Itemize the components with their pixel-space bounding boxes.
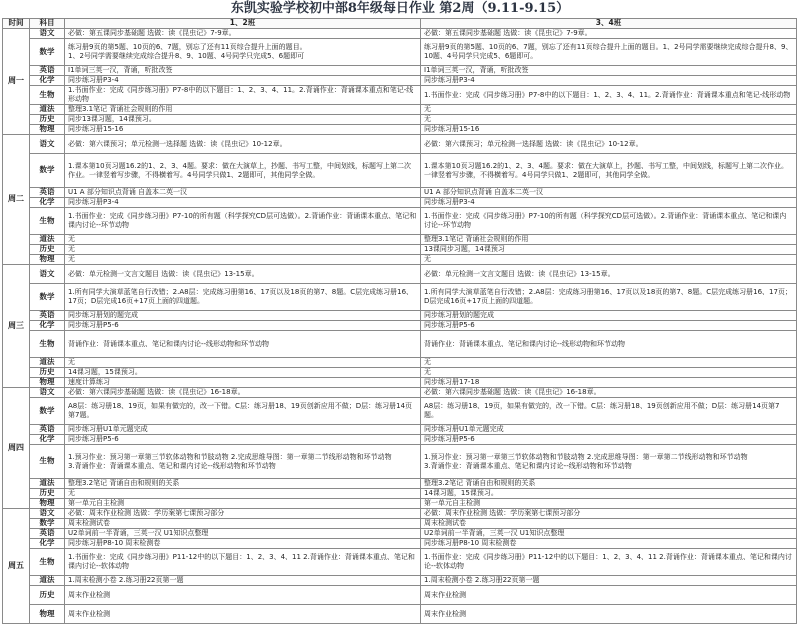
homework-cell-classes-3-4: 周末检测试卷 — [421, 519, 797, 529]
subject-cell: 数学 — [30, 519, 65, 529]
subject-cell: 数学 — [30, 39, 65, 66]
subject-cell: 道法 — [30, 576, 65, 586]
table-row — [3, 519, 797, 529]
homework-cell-classes-1-2: 无 — [65, 235, 421, 245]
subject-cell: 化学 — [30, 76, 65, 86]
table-row — [3, 235, 797, 245]
homework-cell-classes-1-2: 必做：第六课同步基础题 选做：读《昆虫记》16-18章。 — [65, 388, 421, 398]
homework-cell-classes-3-4: 第一单元自主检测 — [421, 499, 797, 509]
subject-cell: 历史 — [30, 586, 65, 605]
homework-cell-classes-3-4: 周末作业检测 — [421, 586, 797, 605]
table-row — [3, 539, 797, 549]
homework-cell-classes-3-4: 无 — [421, 358, 797, 368]
homework-cell-classes-1-2: I1单词三英一汉，背诵，听批改签 — [65, 66, 421, 76]
header-time: 时间 — [3, 19, 30, 29]
subject-cell: 生物 — [30, 86, 65, 105]
table-row — [3, 358, 797, 368]
homework-cell-classes-3-4: 1.所有同学大演草蓝笔自行改错；2.A8层：完成练习册第16、17页以及18页的第7、8题。C层完成练习册16、17页；D层完成16页+17页上面的四道题。 — [421, 284, 797, 311]
homework-cell-classes-3-4: 必做：单元检测一文言文题目 选做：读《昆虫记》13-15章。 — [421, 265, 797, 284]
table-row — [3, 208, 797, 235]
homework-cell-classes-1-2: 同步练习册P8-10 周末检测卷 — [65, 539, 421, 549]
homework-cell-classes-3-4: 同步练习册P3-4 — [421, 76, 797, 86]
subject-cell: 数学 — [30, 398, 65, 425]
homework-cell-classes-1-2: 无 — [65, 255, 421, 265]
homework-cell-classes-3-4: 无 — [421, 255, 797, 265]
subject-cell: 英语 — [30, 425, 65, 435]
subject-cell: 道法 — [30, 235, 65, 245]
table-row — [3, 86, 797, 105]
homework-cell-classes-3-4: 同步练习册17-18 — [421, 378, 797, 388]
subject-cell: 物理 — [30, 125, 65, 135]
homework-cell-classes-1-2: 练习册9页的第5题、10页的6、7题，别忘了还有11页综合提升上面的题目。 1、2号同学需要继续完成综合提升8、9、10题、4号同学只完成5、6题即可 — [65, 39, 421, 66]
subject-cell: 英语 — [30, 311, 65, 321]
header-classes-1-2: 1、2班 — [65, 19, 421, 29]
table-row — [3, 586, 797, 605]
subject-cell: 英语 — [30, 529, 65, 539]
day-cell: 周二 — [3, 135, 30, 265]
table-row — [3, 576, 797, 586]
subject-cell: 化学 — [30, 435, 65, 445]
homework-cell-classes-3-4: 1.预习作业：预习第一章第三节软体动物和节肢动物 2.完成思维导图：第一章第二节线形动物和环节动物 3.背诵作业：背诵课本重点、笔记和课内讨论--线形动物和环节动物 — [421, 445, 797, 479]
homework-cell-classes-3-4: 同步练习册P8-10 周末检测卷 — [421, 539, 797, 549]
homework-cell-classes-3-4: 1.周末检测小卷 2.练习册22页第一题 — [421, 576, 797, 586]
table-row — [3, 198, 797, 208]
homework-cell-classes-3-4: 同步练习册P5-6 — [421, 435, 797, 445]
subject-cell: 历史 — [30, 368, 65, 378]
homework-cell-classes-1-2: 第一单元自主检测 — [65, 499, 421, 509]
homework-cell-classes-1-2: 必做：第六课预习；单元检测一选择题 选做：读《昆虫记》10-12章。 — [65, 135, 421, 154]
homework-cell-classes-1-2: 同步练习册U1单元题完成 — [65, 425, 421, 435]
subject-cell: 数学 — [30, 154, 65, 188]
subject-cell: 语文 — [30, 509, 65, 519]
table-row — [3, 479, 797, 489]
homework-cell-classes-1-2: 背诵作业：背诵课本重点、笔记和课内讨论--线形动物和环节动物 — [65, 331, 421, 358]
table-row — [3, 39, 797, 66]
subject-cell: 生物 — [30, 445, 65, 479]
table-row — [3, 265, 797, 284]
homework-cell-classes-3-4: 整理3.1笔记 背诵社会规则的作用 — [421, 235, 797, 245]
homework-cell-classes-3-4: U2单词前一半背诵，三英一汉 U1知识点整理 — [421, 529, 797, 539]
subject-cell: 历史 — [30, 115, 65, 125]
table-row — [3, 368, 797, 378]
day-cell: 周三 — [3, 265, 30, 388]
subject-cell: 物理 — [30, 605, 65, 624]
homework-cell-classes-3-4: 无 — [421, 115, 797, 125]
homework-cell-classes-3-4: 13课同步习题，14课预习 — [421, 245, 797, 255]
homework-cell-classes-1-2: 同步练习册P5-6 — [65, 435, 421, 445]
homework-cell-classes-1-2: 必做：单元检测一文言文题目 选做：读《昆虫记》13-15章。 — [65, 265, 421, 284]
homework-cell-classes-1-2: 整理3.1笔记 背诵社会规则的作用 — [65, 105, 421, 115]
homework-cell-classes-3-4: 同步练习册P3-4 — [421, 198, 797, 208]
homework-cell-classes-1-2: 周末检测试卷 — [65, 519, 421, 529]
homework-cell-classes-1-2: 同步练习册P5-6 — [65, 321, 421, 331]
subject-cell: 化学 — [30, 198, 65, 208]
homework-table — [2, 18, 797, 624]
table-row — [3, 125, 797, 135]
homework-cell-classes-1-2: 1.所有同学大演草蓝笔自行改错；2.A8层：完成练习册第16、17页以及18页的第7、8题。C层完成练习册16、17页；D层完成16页+17页上面的四道题。 — [65, 284, 421, 311]
homework-cell-classes-3-4: 同步练习册P5-6 — [421, 321, 797, 331]
homework-cell-classes-1-2: U2单词前一半背诵，三英一汉 U1知识点整理 — [65, 529, 421, 539]
table-row — [3, 66, 797, 76]
table-row — [3, 425, 797, 435]
homework-cell-classes-3-4: 同步练习册15-16 — [421, 125, 797, 135]
homework-cell-classes-3-4: 周末作业检测 — [421, 605, 797, 624]
subject-cell: 物理 — [30, 255, 65, 265]
subject-cell: 物理 — [30, 499, 65, 509]
homework-cell-classes-3-4: 练习册9页的第5题、10页的6、7题，别忘了还有11页综合提升上面的题目。1、2号同学需要继续完成综合提升8、9、10题、4号同学只完成5、6题即可。 — [421, 39, 797, 66]
subject-cell: 语文 — [30, 135, 65, 154]
table-row — [3, 29, 797, 39]
subject-cell: 英语 — [30, 188, 65, 198]
homework-cell-classes-3-4: 14课习题，15课预习。 — [421, 489, 797, 499]
homework-cell-classes-1-2: 1.预习作业：预习第一章第三节软体动物和节肢动物 2.完成思维导图：第一章第二节线形动物和环节动物 3.背诵作业：背诵课本重点、笔记和课内讨论--线形动物和环节动物 — [65, 445, 421, 479]
table-row — [3, 445, 797, 479]
table-row — [3, 245, 797, 255]
homework-cell-classes-1-2: 同步练习册P3-4 — [65, 76, 421, 86]
homework-cell-classes-1-2: 1.书面作业：完成《同步练习册》P7-10的所有题（科学探究CD层可选做）。2.背诵作业：背诵课本重点、笔记和课内讨论--环节动物 — [65, 208, 421, 235]
homework-cell-classes-1-2: 同步练习册P3-4 — [65, 198, 421, 208]
table-row — [3, 284, 797, 311]
header-classes-3-4: 3、4班 — [421, 19, 797, 29]
day-cell: 周四 — [3, 388, 30, 509]
homework-cell-classes-3-4: 无 — [421, 368, 797, 378]
table-row — [3, 398, 797, 425]
homework-cell-classes-1-2: 同步13课习题，14课预习。 — [65, 115, 421, 125]
homework-cell-classes-3-4: 同步练习册U1单元题完成 — [421, 425, 797, 435]
table-row — [3, 549, 797, 576]
table-row — [3, 605, 797, 624]
subject-cell: 语文 — [30, 265, 65, 284]
subject-cell: 生物 — [30, 549, 65, 576]
table-row — [3, 321, 797, 331]
header-subject: 科目 — [30, 19, 65, 29]
subject-cell: 英语 — [30, 66, 65, 76]
subject-cell: 化学 — [30, 321, 65, 331]
table-row — [3, 529, 797, 539]
homework-cell-classes-1-2: 同步练习册划的题完成 — [65, 311, 421, 321]
homework-cell-classes-3-4: 无 — [421, 105, 797, 115]
page-title: 东凯实验学校初中部8年级每日作业 第2周（9.11-9.15） — [230, 1, 570, 16]
homework-cell-classes-3-4: I1单词三英一汉，背诵，听批改签 — [421, 66, 797, 76]
table-row — [3, 188, 797, 198]
homework-cell-classes-3-4: 必做：第五课同步基础题 选做：读《昆虫记》7-9章。 — [421, 29, 797, 39]
homework-cell-classes-1-2: 无 — [65, 245, 421, 255]
homework-cell-classes-1-2: 周末作业检测 — [65, 586, 421, 605]
homework-cell-classes-1-2: 14课习题，15课预习。 — [65, 368, 421, 378]
table-row — [3, 489, 797, 499]
homework-cell-classes-1-2: 无 — [65, 358, 421, 368]
homework-cell-classes-3-4: 1.课本第10页习题16.2的1、2、3、4题。要求：做在大演草上，抄题、书写工整，中间划线，标题写上第二次作业。一律竖着写步骤，不得横着写。4号同学只做1、2题即可，其他同学全做。 — [421, 154, 797, 188]
subject-cell: 道法 — [30, 358, 65, 368]
table-row — [3, 105, 797, 115]
homework-cell-classes-1-2: 1.书面作业：完成《同步练习册》P11-12中的以下题目：1、2、3、4、11 2.背诵作业：背诵课本重点、笔记和课内讨论--软体动物 — [65, 549, 421, 576]
homework-cell-classes-3-4: 1.书面作业：完成《同步练习册》P11-12中的以下题目：1、2、3、4、11 2.背诵作业：背诵课本重点、笔记和课内讨论--软体动物 — [421, 549, 797, 576]
homework-cell-classes-3-4: U1 A 部分知识点背诵 自盖本二英一汉 — [421, 188, 797, 198]
homework-cell-classes-3-4: 必做：第六课预习；单元检测一选择题 选做：读《昆虫记》10-12章。 — [421, 135, 797, 154]
homework-cell-classes-1-2: 同步练习册15-16 — [65, 125, 421, 135]
subject-cell: 生物 — [30, 331, 65, 358]
table-row — [3, 388, 797, 398]
homework-cell-classes-1-2: U1 A 部分知识点背诵 自盖本二英一汉 — [65, 188, 421, 198]
table-header-row — [3, 19, 797, 29]
homework-cell-classes-3-4: 1.书面作业：完成《同步练习册》P7-10的所有题（科学探究CD层可选做）。2.背诵作业：背诵课本重点、笔记和课内讨论--环节动物 — [421, 208, 797, 235]
homework-cell-classes-1-2: 1.周末检测小卷 2.练习册22页第一题 — [65, 576, 421, 586]
homework-cell-classes-1-2: 整理3.2笔记 背诵自由和规则的关系 — [65, 479, 421, 489]
table-row — [3, 115, 797, 125]
subject-cell: 生物 — [30, 208, 65, 235]
homework-cell-classes-3-4: 必做：第六课同步基础题 选做：读《昆虫记》16-18章。 — [421, 388, 797, 398]
subject-cell: 语文 — [30, 388, 65, 398]
homework-cell-classes-1-2: 速度计算练习 — [65, 378, 421, 388]
table-row — [3, 76, 797, 86]
homework-cell-classes-1-2: 周末作业检测 — [65, 605, 421, 624]
table-row — [3, 311, 797, 321]
subject-cell: 化学 — [30, 539, 65, 549]
table-row — [3, 154, 797, 188]
homework-cell-classes-1-2: 必做：周末作业检测 选做：学历案第七课预习部分 — [65, 509, 421, 519]
table-body — [3, 29, 797, 624]
subject-cell: 数学 — [30, 284, 65, 311]
table-row — [3, 509, 797, 519]
homework-cell-classes-3-4: 整理3.2笔记 背诵自由和规则的关系 — [421, 479, 797, 489]
homework-cell-classes-3-4: 同步练习册划的题完成 — [421, 311, 797, 321]
homework-cell-classes-3-4: 背诵作业：背诵课本重点、笔记和课内讨论--线形动物和环节动物 — [421, 331, 797, 358]
homework-cell-classes-3-4: A8层：练习册18、19页，如果有做完的，改一下错。C层：练习册18、19页创新应用不做；D层：练习册14页第7题。 — [421, 398, 797, 425]
homework-cell-classes-1-2: 必做：第五课同步基础题 选做：读《昆虫记》7-9章。 — [65, 29, 421, 39]
subject-cell: 历史 — [30, 245, 65, 255]
homework-cell-classes-1-2: 1.书面作业：完成《同步练习册》P7-8中的以下题目：1、2、3、4、11。2.背诵作业：背诵课本重点和笔记-线形动物 — [65, 86, 421, 105]
table-row — [3, 331, 797, 358]
table-row — [3, 255, 797, 265]
table-row — [3, 499, 797, 509]
homework-cell-classes-1-2: 无 — [65, 489, 421, 499]
homework-cell-classes-3-4: 1.书面作业：完成《同步练习册》P7-8中的以下题目：1、2、3、4、11。2.背诵作业：背诵课本重点和笔记-线形动物 — [421, 86, 797, 105]
homework-cell-classes-1-2: A8层：练习册18、19页，如果有做完的，改一下错。C层：练习册18、19页创新应用不做；D层：练习册14页第7题。 — [65, 398, 421, 425]
day-cell: 周五 — [3, 509, 30, 624]
subject-cell: 道法 — [30, 105, 65, 115]
table-row — [3, 135, 797, 154]
subject-cell: 语文 — [30, 29, 65, 39]
subject-cell: 道法 — [30, 479, 65, 489]
homework-cell-classes-3-4: 必做：周末作业检测 选做：学历案第七课预习部分 — [421, 509, 797, 519]
homework-cell-classes-1-2: 1.课本第10页习题16.2的1、2、3、4题。要求：做在大演草上，抄题、书写工整，中间划线，标题写上第二次作业。一律竖着写步骤，不得横着写。4号同学只做1、2题即可，其他同学全做。 — [65, 154, 421, 188]
homework-table-frame — [2, 18, 796, 618]
day-cell: 周一 — [3, 29, 30, 135]
subject-cell: 物理 — [30, 378, 65, 388]
table-row — [3, 435, 797, 445]
subject-cell: 历史 — [30, 489, 65, 499]
table-row — [3, 378, 797, 388]
